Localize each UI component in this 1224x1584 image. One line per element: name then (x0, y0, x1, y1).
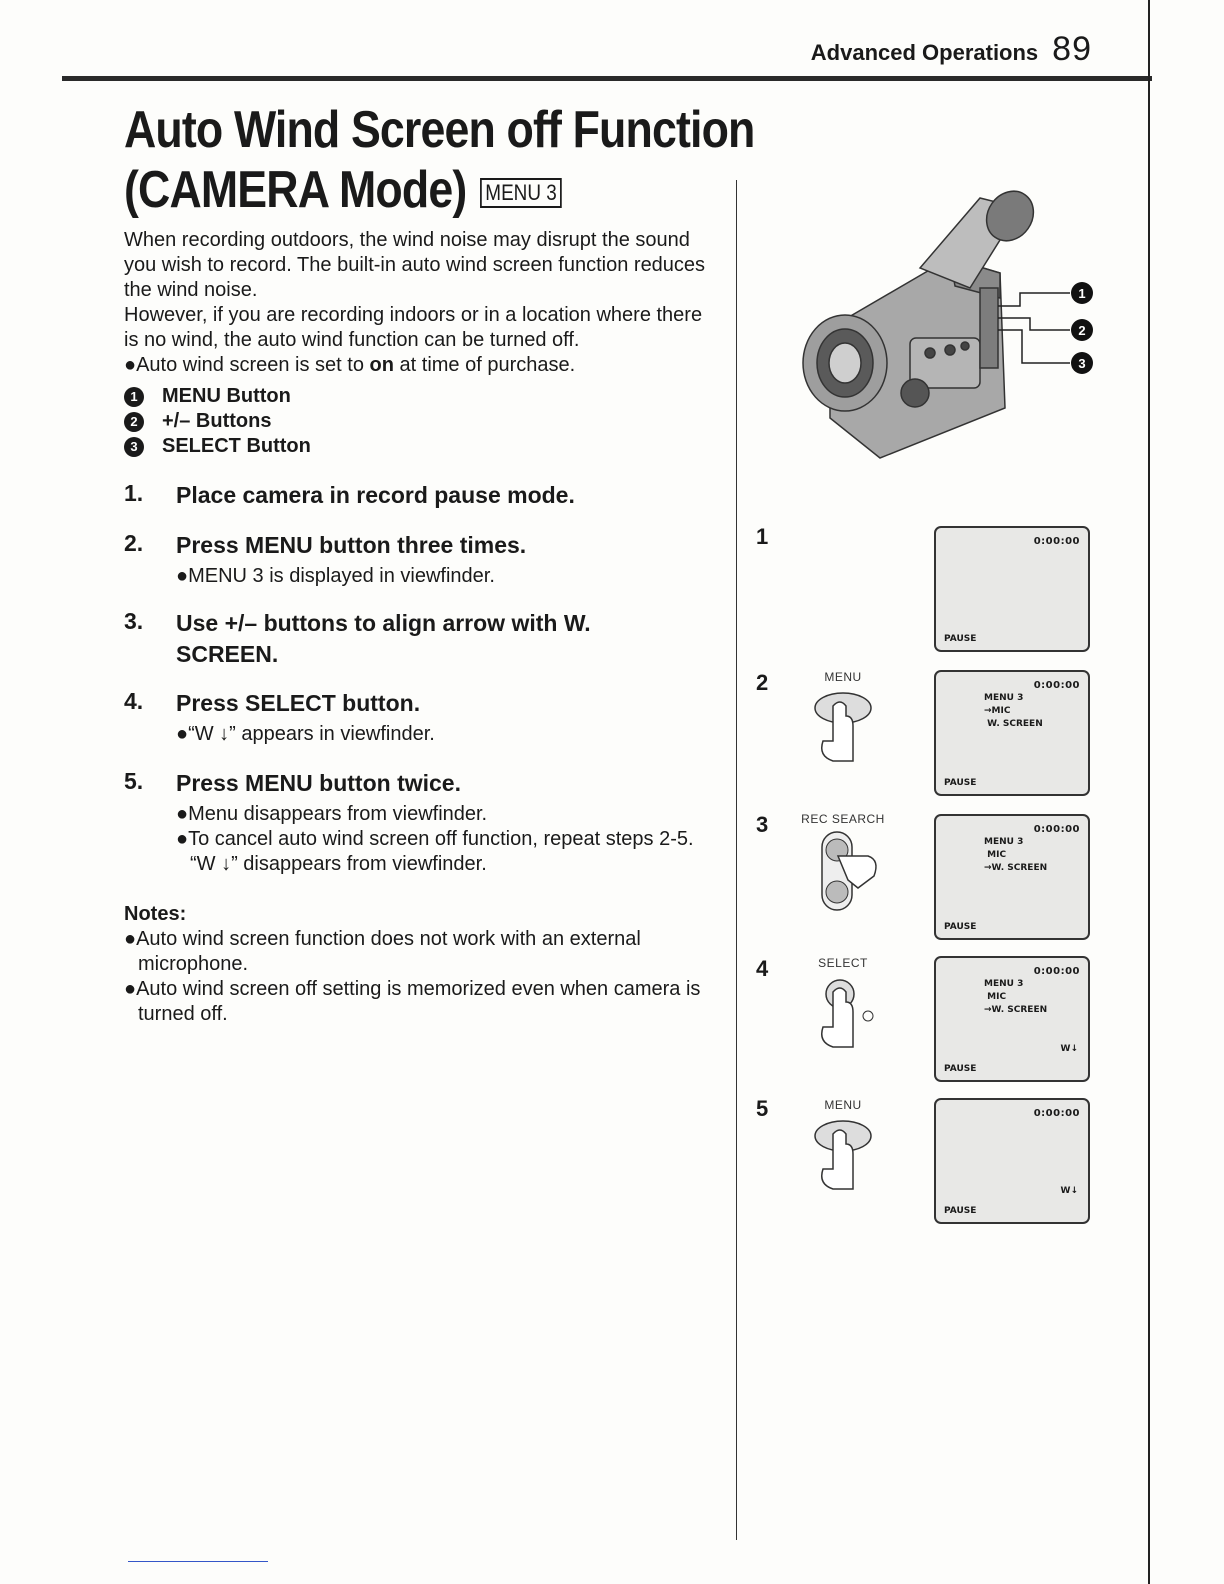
notes-heading: Notes: (124, 903, 187, 925)
intro-paragraph-2: However, if you are recording indoors or in a location where there is no wind, the auto wind function can be turned off. (124, 304, 703, 351)
callout-badge: 1 (124, 387, 144, 407)
button-caption: MENU (824, 1098, 862, 1112)
status-text: PAUSE (944, 922, 977, 932)
status-text: PAUSE (944, 1206, 977, 1216)
menu-button-illustration (788, 1098, 898, 1208)
time-counter: 0:00:00 (1033, 680, 1080, 691)
footer-rule (128, 1561, 268, 1562)
callout-badge: 3 (124, 437, 144, 457)
illustration-step-number: 3 (756, 812, 769, 837)
page-number: 89 (1052, 30, 1092, 68)
time-counter: 0:00:00 (1033, 966, 1080, 977)
note-item: ●Auto wind screen function does not work with an external microphone. (124, 928, 641, 975)
viewfinder-display (934, 956, 1090, 1082)
viewfinder-display (934, 670, 1090, 796)
title-mode: (CAMERA Mode) (124, 161, 467, 219)
viewfinder-display (934, 1098, 1090, 1224)
plus-minus-button-illustration (788, 812, 898, 922)
illustration-step-number: 2 (756, 670, 769, 695)
viewfinder-display (934, 814, 1090, 940)
select-button-illustration (788, 956, 898, 1066)
menu-button-illustration (788, 670, 898, 780)
finger-press-icon (808, 972, 878, 1052)
illustration-step-number: 1 (756, 524, 769, 549)
intro-text (124, 228, 714, 378)
time-counter: 0:00:00 (1033, 1108, 1080, 1119)
notes (124, 902, 724, 1027)
status-text: PAUSE (944, 778, 977, 788)
time-counter: 0:00:00 (1033, 536, 1080, 547)
title-line-1: Auto Wind Screen off Function (124, 101, 755, 159)
right-edge-rule (1148, 0, 1150, 1584)
status-text: PAUSE (944, 1064, 977, 1074)
menu-tag: MENU 3 (480, 178, 562, 208)
plus-minus-icon (808, 828, 888, 914)
finger-press-icon (808, 686, 878, 766)
note-item: ●Auto wind screen off setting is memorized even when camera is turned off. (124, 978, 701, 1025)
legend-item: 2 +/– Buttons (124, 409, 311, 434)
svg-text:2: 2 (1078, 323, 1086, 338)
time-counter: 0:00:00 (1033, 824, 1080, 835)
button-caption: REC SEARCH (801, 812, 885, 826)
button-caption: SELECT (818, 956, 868, 970)
menu-overlay: MENU 3 →MIC W. SCREEN (984, 693, 1043, 729)
column-divider (736, 180, 737, 1540)
intro-paragraph-3: ●Auto wind screen is set to on at time of purchase. (124, 354, 576, 376)
callout-badge: 2 (124, 412, 144, 432)
section-title: Advanced Operations (810, 40, 1039, 65)
callout-badges (1071, 282, 1093, 374)
legend-item: 3 SELECT Button (124, 434, 311, 459)
illustration-step-number: 4 (756, 956, 769, 981)
svg-text:1: 1 (1078, 286, 1086, 301)
header-rule (62, 76, 1152, 81)
title-line-2 (124, 160, 754, 220)
button-legend (124, 384, 311, 459)
camcorder-illustration (790, 178, 1120, 468)
button-caption: MENU (824, 670, 862, 684)
wind-indicator: W↓ (1060, 1186, 1078, 1196)
menu-overlay: MENU 3 MIC →W. SCREEN (984, 979, 1048, 1015)
intro-paragraph-1: When recording outdoors, the wind noise may disrupt the sound you wish to record. The built-in auto wind screen function reduces the wind noise. (124, 229, 706, 301)
svg-text:3: 3 (1078, 356, 1086, 371)
menu-overlay: MENU 3 MIC →W. SCREEN (984, 837, 1048, 873)
viewfinder-display (934, 526, 1090, 652)
finger-press-icon (808, 1114, 878, 1194)
wind-indicator: W↓ (1060, 1044, 1078, 1054)
legend-item: 1 MENU Button (124, 384, 311, 409)
illustration-step-number: 5 (756, 1096, 769, 1121)
status-text: PAUSE (944, 634, 977, 644)
page-header (811, 30, 1092, 69)
page-title (124, 100, 754, 220)
